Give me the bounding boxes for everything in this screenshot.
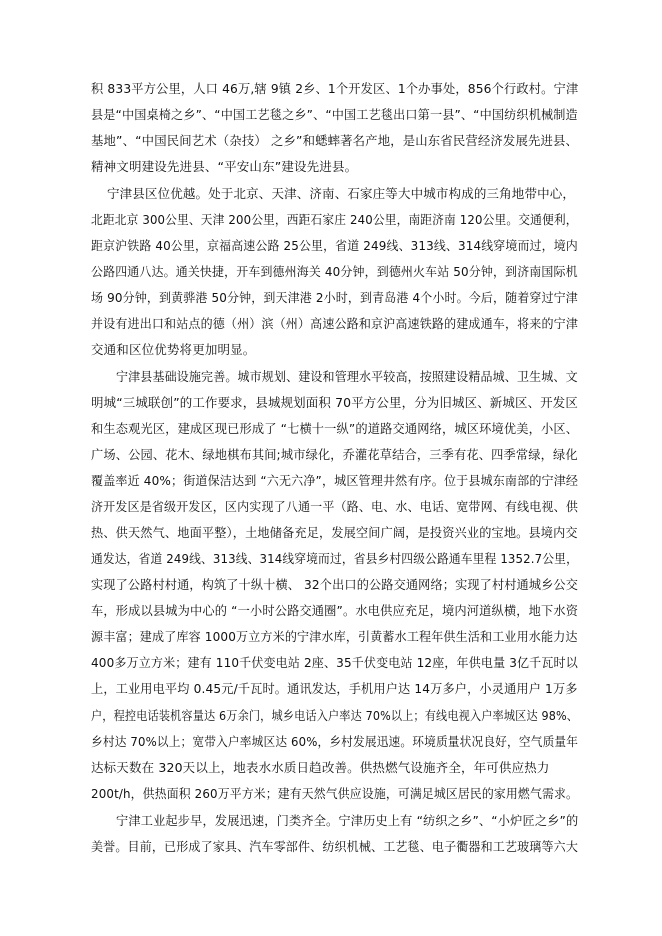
text-line: 基地”、“中国民间艺术（杂技） 之乡”和蟋蟀著名产地，是山东省民营经济发展先进县、 <box>91 133 579 148</box>
text-line: 明城“三城联创”的工作要求，县城规划面积 70平方公里，分为旧城区、新城区、开发区 <box>91 395 578 410</box>
text-line: 交通和区位优势将更加明显。 <box>91 342 256 357</box>
text-line: 实现了公路村村通，构筑了十纵十横、 32个出口的公路交通网络；实现了村村通城乡公交 <box>91 577 579 592</box>
text-line: 热、供天然气、地面平整），土地储备充足，发展空间广阔，是投资兴业的宝地。县境内交 <box>91 525 578 540</box>
text-line: 宁津县区位优越。处于北京、天津、济南、石家庄等大中城市构成的三角地带中心， <box>107 186 576 201</box>
text-line: 北距北京 300公里、天津 200公里，西距石家庄 240公里，南距济南 120公里。交通便利， <box>91 212 578 227</box>
text-line: 公路四通八达。通关快捷，开车到德州海关 40分钟，到德州火车站 50分钟，到济南国际机 <box>91 264 578 279</box>
text-line: 车，形成以县城为中心的 “一小时公路交通圈”。水电供应充足，境内河道纵横，地下水资 <box>91 603 579 618</box>
text-line: 县是“中国桌椅之乡”、“中国工艺毯之乡”、“中国工艺毯出口第一县”、“中国纺织机械制造 <box>91 107 578 122</box>
text-line: 宁津工业起步早，发展迅速，门类齐全。宁津历史上有 “纺织之乡”、“小炉匠之乡”的 <box>116 813 579 828</box>
text-line: 场 90分钟，到黄骅港 50分钟，到天津港 2小时，到青岛港 4个小时。今后，随着穿过宁津 <box>91 290 578 305</box>
text-line: 源丰富；建成了库容 1000万立方米的宁津水库，引黄蓄水工程年供生活和工业用水能力达 <box>91 629 578 644</box>
text-line: 广场、公园、花木、绿地棋布其间;城市绿化，乔灌花草结合，三季有花、四季常绿，绿化 <box>91 447 578 462</box>
text-line: 宁津县基础设施完善。城市规划、建设和管理水平较高，按照建设精品城、卫生城、文 <box>116 369 578 384</box>
text-line: 上，工业用电平均 0.45元/千瓦时。通讯发达，手机用户达 14万多户，小灵通用户 1万多 <box>91 681 578 696</box>
text-line: 精神文明建设先进县、“平安山东”建设先进县。 <box>91 159 358 174</box>
text-line: 距京沪铁路 40公里，京福高速公路 25公里，省道 249线、313线、314线穿境而过，境内 <box>91 238 578 253</box>
text-line: 覆盖率近 40%；街道保洁达到 “六无六净”，城区管理井然有序。位于县城东南部的宁津经 <box>91 473 579 488</box>
text-line: 美誉。目前，已形成了家具、汽车零部件、纺织机械、工艺毯、电子衢器和工艺玻璃等六大 <box>91 839 579 854</box>
text-line: 并设有进出口和站点的德（州）滨（州）高速公路和京沪高速铁路的建成通车，将来的宁津 <box>91 316 579 331</box>
text-line: 200t/h，供热面积 260万平方米；建有天然气供应设施，可满足城区居民的家用燃气需求。 <box>91 786 578 801</box>
text-line: 400多万立方米；建有 110千伏变电站 2座、35千伏变电站 12座，年供电量 3亿千瓦时以 <box>91 655 578 670</box>
text-line: 和生态观光区，建成区现已形成了 “七横十一纵”的道路交通网络，城区环境优美，小区、 <box>91 421 579 436</box>
text-line: 通发达，省道 249线、313线、314线穿境而过，省县乡村四级公路通车里程 1352.7公里， <box>91 551 578 566</box>
text-line: 乡村达 70%以上；宽带入户率城区达 60%，乡村发展迅速。环境质量状况良好，空气质量年 <box>91 734 579 749</box>
text-line: 积 833平方公里，人口 46万,辖 9镇 2乡、1个开发区、1个办事处，856个行政村。宁津 <box>91 81 579 96</box>
text-line: 户，程控电话装机容量达 6万余门，城乡电话入户率达 70%以上；有线电视入户率城区达 98%、 <box>91 708 578 723</box>
text-line: 达标天数在 320天以上，地表水水质日趋改善。供热燃气设施齐全，年可供应热力 <box>91 760 550 775</box>
text-line: 济开发区是省级开发区，区内实现了八通一平（路、电、水、电话、宽带网、有线电视、供 <box>91 499 579 514</box>
